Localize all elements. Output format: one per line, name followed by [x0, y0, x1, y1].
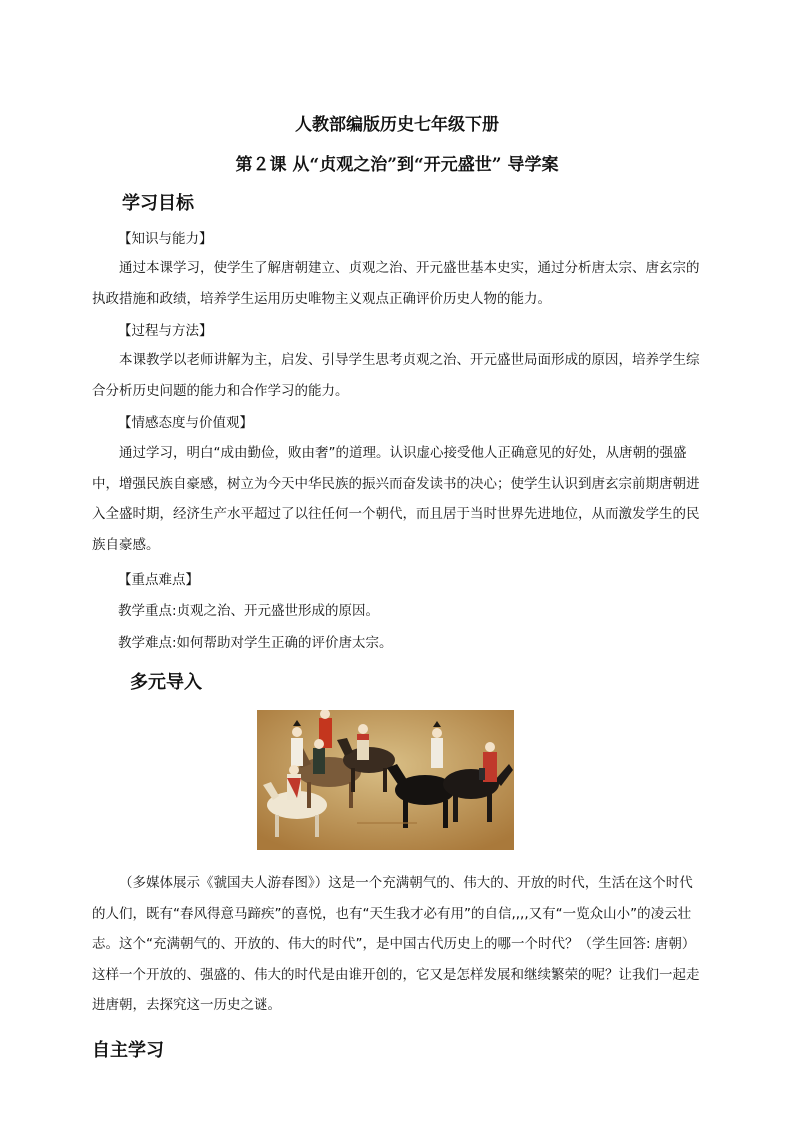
key-label: 【重点难点】	[118, 572, 199, 588]
emotion-label: 【情感态度与价值观】	[118, 415, 253, 431]
key-focus: 教学重点:贞观之治、开元盛世形成的原因。	[118, 603, 380, 619]
painting-image	[257, 710, 514, 850]
emotion-text: 通过学习，明白“成由勤俭，败由奢”的道理。认识虚心接受他人正确意见的好处，从唐朝的强盛中，增强民族自豪感，树立为今天中华民族的振兴而奋发读书的决心；使学生认识到唐玄宗前期唐朝进入全盛时期，经济生产水平超过了以往任何一个朝代，而且居于当时世界先进地位，从而激发学生的民族自豪感。	[92, 445, 700, 553]
goals-heading: 学习目标	[122, 193, 194, 214]
book-title: 人教部编版历史七年级下册	[295, 115, 499, 135]
lesson-title: 第２课 从“贞观之治”到“开元盛世” 导学案	[235, 155, 559, 175]
process-label: 【过程与方法】	[118, 323, 213, 339]
intro-text: （多媒体展示《虢国夫人游春图》）这是一个充满朝气的、伟大的、开放的时代，生活在这个时代的人们，既有“春风得意马蹄疾”的喜悦，也有“天生我才必有用”的自信,,,,又有“一览众山小”的凌云壮志。这个“充满朝气的、开放的、伟大的时代”，是中国古代历史上的哪一个时代？（学生回答: 唐朝）这样一个开放的、强盛的、伟大的时代是由谁开创的，它又是怎样发展和继续繁荣的呢？让我们一起走进唐朝，去探究这一历史之谜。	[92, 875, 700, 1013]
self-study-heading: 自主学习	[92, 1040, 164, 1061]
key-difficulty: 教学难点:如何帮助对学生正确的评价唐太宗。	[118, 635, 393, 651]
process-text: 本课教学以老师讲解为主，启发、引导学生思考贞观之治、开元盛世局面形成的原因，培养学生综合分析历史问题的能力和合作学习的能力。	[92, 352, 700, 399]
knowledge-text: 通过本课学习，使学生了解唐朝建立、贞观之治、开元盛世基本史实，通过分析唐太宗、唐玄宗的执政措施和政绩，培养学生运用历史唯物主义观点正确评价历史人物的能力。	[92, 260, 700, 307]
painting-illustration	[257, 710, 514, 850]
intro-heading: 多元导入	[130, 672, 202, 693]
knowledge-label: 【知识与能力】	[118, 231, 213, 247]
